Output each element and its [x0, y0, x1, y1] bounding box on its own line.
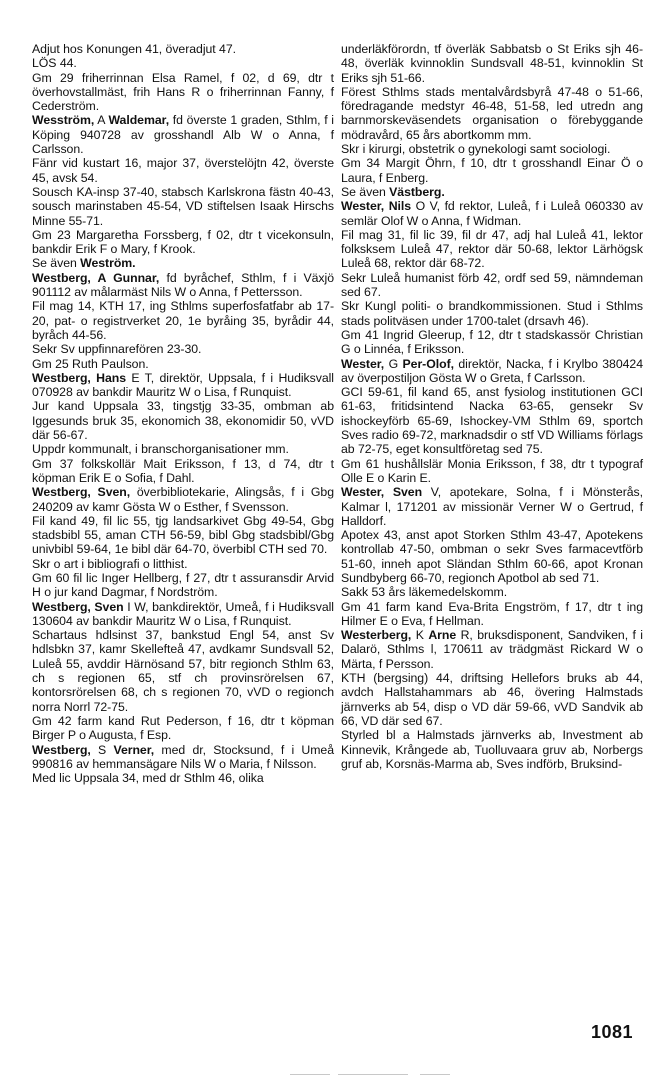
entry-paragraph: Gm 34 Margit Öhrn, f 10, dtr t grosshandl Einar Ö o Laura, f Enberg. [341, 156, 643, 185]
entry-paragraph: Gm 29 friherrinnan Elsa Ramel, f 02, d 69, dtr t överhovstallmäst, frih Hans R o friherrinnan Fanny, f Cederström. [32, 70, 334, 114]
entry-text: V, apotekare, Solna, f i Mönsterås, Kalmar l, 171201 av missionär Verner W o Gertrud, f Halldorf. [341, 485, 643, 528]
entry-paragraph: Gm 41 Ingrid Gleerup, f 12, dtr t stadskassör Christian G o Linnéa, f Eriksson. [341, 327, 643, 357]
entry-name: Verner, [113, 742, 155, 757]
entry-name: Westerberg, [341, 628, 412, 643]
entry-paragraph: Gm 25 Ruth Paulson. [32, 356, 149, 371]
entry-name: Wesström, [32, 113, 95, 128]
entry-text: med dr, Stocksund, f i Umeå 990816 av hemmansägare Nils W o Maria, f Nilsson. [32, 742, 334, 771]
entry-name: Arne [428, 628, 457, 643]
entry-name: Weström. [80, 256, 136, 271]
entry-name: Wester, Nils [341, 199, 412, 214]
entry-paragraph: Gm 41 farm kand Eva-Brita Engström, f 17, dtr t ing Hilmer E o Eva, f Hellman. [341, 599, 643, 628]
entry-paragraph [32, 485, 334, 514]
entry-text: fd överste 1 graden, Sthlm, f i Köping 940728 av grosshandl Alb W o Anna, f Carlsson. [32, 113, 334, 157]
entry-text: R, bruksdisponent, Sandviken, f i Dalarö, Sthlms l, 170611 av trädgmäst Rickard W o Märta, f Persson. [341, 628, 643, 671]
entry-paragraph: Fänr vid kustart 16, major 37, överstelöjtn 42, överste 45, avsk 54. [32, 156, 334, 185]
entry-text: överbibliotekarie, Alingsås, f i Gbg 240209 av kamr Gösta W o Esther, f Svensson. [32, 485, 334, 514]
entry-text: S [90, 742, 114, 757]
entry-paragraph: Med lic Uppsala 34, med dr Sthlm 46, olika [32, 771, 264, 786]
entry-paragraph: Sakk 53 års läkemedelskomm. [341, 585, 508, 600]
entry-text: direktör, Nacka, f i Krylbo 380424 av överpostiljon Gösta W o Greta, f Carlsson. [341, 356, 643, 385]
entry-paragraph [341, 199, 643, 228]
entry-paragraph: Schartaus hdlsinst 37, bankstud Engl 54, anst Sv hdlsbkn 37, kamr Skellefteå 47, avdkamr Sundsvall 52, Luleå 55, avddir Härnösand 57, bitr regionch Sthlm 63, ch s regionen 65, stf ch provinsrörelsen 67, kontorsrörelsen 68, ch s regionen 70, vVD o regionch norra Norrl 72-75. [32, 628, 334, 714]
entry-text: Se även [32, 256, 81, 271]
entry-paragraph: Styrled bl a Halmstads järnverks ab, Investment ab Kinnevik, Krångede ab, Tuolluvaara gruv ab, Norbergs gruf ab, Korsnäs-Marma ab, Sves indförb, Bruksind- [341, 728, 643, 771]
entry-paragraph [32, 600, 334, 629]
entry-paragraph [341, 357, 643, 386]
entry-text: G [384, 356, 403, 371]
left-column [32, 42, 334, 785]
entry-paragraph: Gm 42 farm kand Rut Pederson, f 16, dtr t köpman Birger P o Augusta, f Esp. [32, 713, 334, 743]
entry-name: Westberg, Hans [32, 370, 127, 385]
entry-paragraph [341, 628, 643, 671]
entry-name: Västberg. [389, 184, 445, 199]
entry-paragraph: Uppdr kommunalt, i branschorganisationer mm. [32, 442, 289, 457]
footer-rule [420, 1074, 450, 1075]
entry-paragraph: GCI 59-61, fil kand 65, anst fysiolog institutionen GCI 61-63, fritidsintend Nacka 63-65, gensekr Sv ishockeyförb 65-69, Ishockey-VM Sthlm 69, sportch Sves radio 69-72, marknadsdir o stf VD Williams förlags ab 72-75, eget konsultföretag sed 75. [341, 385, 643, 457]
entry-paragraph: Förest Sthlms stads mentalvårdsbyrå 47-48 o 51-66, föredragande medstyr 46-48, 51-58, led utredn ang barnmorskeväsendets organisation o förebyggande mödravård, 65 års abortkomm mm. [341, 84, 643, 142]
entry-paragraph [32, 371, 334, 400]
entry-paragraph: Gm 61 hushållslär Monia Eriksson, f 38, dtr t typograf Olle E o Karin E. [341, 456, 643, 485]
entry-name: Westberg, [32, 742, 91, 757]
entry-paragraph: Skr i kirurgi, obstetrik o gynekologi samt sociologi. [341, 142, 611, 157]
entry-name: Per-Olof, [402, 356, 454, 371]
entry-text: E T, direktör, Uppsala, f i Hudiksvall 070928 av bankdir Mauritz W o Lisa, f Runquist. [32, 370, 334, 400]
entry-paragraph: Gm 23 Margaretha Forssberg, f 02, dtr t vicekonsuln, bankdir Erik F o Mary, f Krook. [32, 227, 334, 257]
entry-paragraph: KTH (bergsing) 44, driftsing Hellefors bruks ab 44, avdch Hallstahammars ab 46, övering Halmstads järnverks ab 54, disp o VD där 59-66, vVD Sandvik ab 66, VD där sed 67. [341, 671, 643, 728]
footer-rule [290, 1074, 330, 1075]
entry-text: fd byråchef, Sthlm, f i Växjö 901112 av målarmäst Nils W o Anna, f Pettersson. [32, 270, 334, 300]
footer-rule [338, 1074, 408, 1075]
entry-text: K [411, 628, 429, 643]
entry-paragraph: Sousch KA-insp 37-40, stabsch Karlskrona fästn 40-43, sousch marinstaben 45-54, VD stiftelsen Isaak Hirschs Minne 55-71. [32, 184, 334, 228]
entry-paragraph [341, 485, 643, 528]
entry-paragraph [32, 743, 334, 772]
entry-paragraph [32, 271, 334, 300]
entry-paragraph: Sekr Luleå humanist förb 42, ordf sed 59, nämndeman sed 67. [341, 270, 643, 300]
entry-paragraph: Fil kand 49, fil lic 55, tjg landsarkivet Gbg 49-54, Gbg stadsbibl 55, aman CTH 56-59, bibl Gbg stadsbibl/Gbg univbibl 59-64, 1e bibl där 64-70, överbibl CTH sed 70. [32, 513, 334, 557]
entry-name: Westberg, Sven, [32, 485, 131, 500]
entry-name: Wester, Sven [341, 485, 423, 500]
entry-paragraph: underläkförordn, tf överläk Sabbatsb o St Eriks sjh 46-48, överläk kvinnoklin Sundsvall 48-51, kvinnoklin St Eriks sjh 51-66. [341, 42, 643, 85]
entry-name: Westberg, Sven [32, 599, 124, 614]
entry-paragraph: Gm 37 folkskollär Mait Eriksson, f 13, d 74, dtr t köpman Erik E o Sofia, f Dahl. [32, 456, 334, 485]
entry-text: I W, bankdirektör, Umeå, f i Hudiksvall 130604 av bankdir Mauritz W o Lisa, f Runquist. [32, 599, 334, 628]
entry-text: Se även [341, 184, 390, 199]
entry-text: A [94, 113, 109, 128]
entry-paragraph: Fil mag 31, fil lic 39, fil dr 47, adj hal Luleå 41, lektor folksksem Luleå 47, rektor där 50-68, lektor Lärhögsk Luleå 68, rektor där 68-72. [341, 227, 643, 271]
page-number: 1081 [591, 1022, 634, 1042]
entry-paragraph [32, 256, 334, 270]
entry-paragraph: LÖS 44. [32, 56, 77, 71]
entry-paragraph: Fil mag 14, KTH 17, ing Sthlms superfosfatfabr ab 17-20, pat- o registrverket 20, 1e byråing 35, byrådir 44, byråch 44-56. [32, 299, 334, 342]
entry-paragraph: Apotex 43, anst apot Storken Sthlm 43-47, Apotekens kontrollab 47-50, ombman o sekr Sves farmacevtförb 51-60, inneh apot Sländan Sthlm 60-66, apot Kronan Sundbyberg 66-70, regionch Apotbol ab sed 71. [341, 528, 643, 585]
entry-paragraph: Skr Kungl politi- o brandkommissionen. Stud i Sthlms stads politväsen under 1700-talet (drsavh 46). [341, 299, 643, 328]
entry-name: Waldemar, [108, 113, 170, 128]
entry-paragraph: Gm 60 fil lic Inger Hellberg, f 27, dtr t assuransdir Arvid H o jur kand Dagmar, f Nordström. [32, 570, 334, 600]
entry-paragraph: Skr o art i bibliografi o litthist. [32, 556, 188, 571]
entry-paragraph: Sekr Sv uppfinnarefören 23-30. [32, 342, 202, 357]
entry-name: Westberg, A Gunnar, [32, 270, 160, 285]
right-column [341, 42, 643, 771]
entry-paragraph [32, 113, 334, 156]
entry-paragraph: Jur kand Uppsala 33, tingstjg 33-35, ombman ab Iggesunds bruk 35, ekonomich 38, ekonomidir 50, vVD där 56-67. [32, 399, 334, 443]
entry-name: Wester, [341, 356, 385, 371]
entry-text: O V, fd rektor, Luleå, f i Luleå 060330 av semlär Olof W o Anna, f Widman. [341, 199, 643, 228]
entry-paragraph: Adjut hos Konungen 41, överadjut 47. [32, 42, 236, 56]
entry-paragraph [341, 185, 643, 199]
